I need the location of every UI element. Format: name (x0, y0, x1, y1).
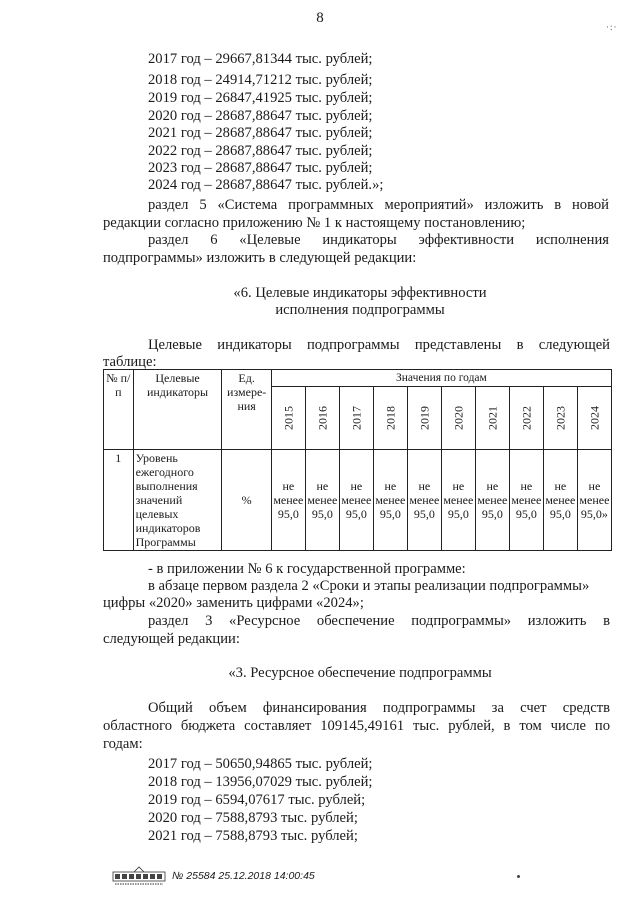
after-table-line4: раздел 3 «Ресурсное обеспечение подпрограммы» изложить в (148, 613, 610, 629)
after-table-line2: в абзаце первом раздела 2 «Сроки и этапы реализации подпрограммы» (148, 578, 590, 594)
table-intro-line1: Целевые индикаторы подпрограммы представлены в следующей (148, 337, 610, 353)
year-header: 2020 (441, 387, 475, 450)
row-num: 1 (104, 450, 134, 551)
value-cell: не менее 95,0 (543, 450, 577, 551)
list-item: 2017 год – 29667,81344 тыс. рублей; (148, 51, 373, 67)
year-header: 2023 (543, 387, 577, 450)
list-item: 2018 год – 24914,71212 тыс. рублей; (148, 72, 373, 88)
col-name-header: Целевые индикаторы (133, 370, 222, 450)
value-cell: не менее 95,0 (339, 450, 373, 551)
section5-line2: редакции согласно приложению № 1 к настоящему постановлению; (103, 215, 526, 231)
list-item: 2022 год – 28687,88647 тыс. рублей; (148, 143, 373, 159)
corner-mark: ·:· (606, 22, 618, 32)
year-header: 2015 (271, 387, 305, 450)
list-item: 2019 год – 6594,07617 тыс. рублей; (148, 792, 366, 808)
funding-line2: областного бюджета составляет 109145,49161 тыс. рублей, в том числе по (103, 718, 610, 734)
government-stamp-icon (112, 866, 166, 886)
value-cell: не менее 95,0 (475, 450, 509, 551)
value-cell: не менее 95,0 (407, 450, 441, 551)
footer (112, 865, 315, 887)
section6-line1: раздел 6 «Целевые индикаторы эффективности исполнения (148, 232, 609, 248)
funding-line1: Общий объем финансирования подпрограммы за счет средств (148, 700, 610, 716)
heading6-line2: исполнения подпрограммы (275, 302, 445, 318)
list-item: 2023 год – 28687,88647 тыс. рублей; (148, 160, 373, 176)
value-cell: не менее 95,0» (577, 450, 611, 551)
year-header: 2024 (577, 387, 611, 450)
year-header: 2018 (373, 387, 407, 450)
list-item: 2024 год – 28687,88647 тыс. рублей.»; (148, 177, 384, 193)
year-header: 2022 (509, 387, 543, 450)
value-cell: не менее 95,0 (509, 450, 543, 551)
table-intro-line2: таблице: (103, 354, 157, 370)
page-number: 8 (316, 10, 324, 26)
list-item: 2021 год – 28687,88647 тыс. рублей; (148, 125, 373, 141)
list-item: 2019 год – 26847,41925 тыс. рублей; (148, 90, 373, 106)
section5-line1: раздел 5 «Система программных мероприятий» изложить в новой (148, 197, 609, 213)
after-table-line5: следующей редакции: (103, 631, 240, 647)
row-name: Уровень ежегодного выполнения значений целевых индикаторов Программы (133, 450, 222, 551)
row-unit: % (222, 450, 271, 551)
list-item: 2021 год – 7588,8793 тыс. рублей; (148, 828, 358, 844)
section6-line2: подпрограммы» изложить в следующей редакции: (103, 250, 417, 266)
list-item: 2017 год – 50650,94865 тыс. рублей; (148, 756, 373, 772)
value-cell: не менее 95,0 (441, 450, 475, 551)
after-table-line3: цифры «2020» заменить цифрами «2024»; (103, 595, 364, 611)
year-header: 2021 (475, 387, 509, 450)
indicators-table (103, 369, 612, 551)
col-num-header: № п/п (104, 370, 134, 450)
value-cell: не менее 95,0 (305, 450, 339, 551)
col-group-header: Значения по годам (271, 370, 611, 387)
table-row (104, 450, 612, 551)
year-header: 2019 (407, 387, 441, 450)
list-item: 2020 год – 28687,88647 тыс. рублей; (148, 108, 373, 124)
year-header: 2016 (305, 387, 339, 450)
list-item: 2020 год – 7588,8793 тыс. рублей; (148, 810, 358, 826)
list-item: 2018 год – 13956,07029 тыс. рублей; (148, 774, 373, 790)
heading6-line1: «6. Целевые индикаторы эффективности (233, 285, 487, 301)
after-table-line1: - в приложении № 6 к государственной программе: (148, 561, 466, 577)
scan-dot (517, 875, 520, 878)
value-cell: не менее 95,0 (373, 450, 407, 551)
value-cell: не менее 95,0 (271, 450, 305, 551)
year-header: 2017 (339, 387, 373, 450)
funding-line3: годам: (103, 736, 143, 752)
col-unit-header: Ед. измере-ния (222, 370, 271, 450)
heading3: «3. Ресурсное обеспечение подпрограммы (228, 665, 492, 681)
document-reference: № 25584 25.12.2018 14:00:45 (172, 870, 315, 882)
